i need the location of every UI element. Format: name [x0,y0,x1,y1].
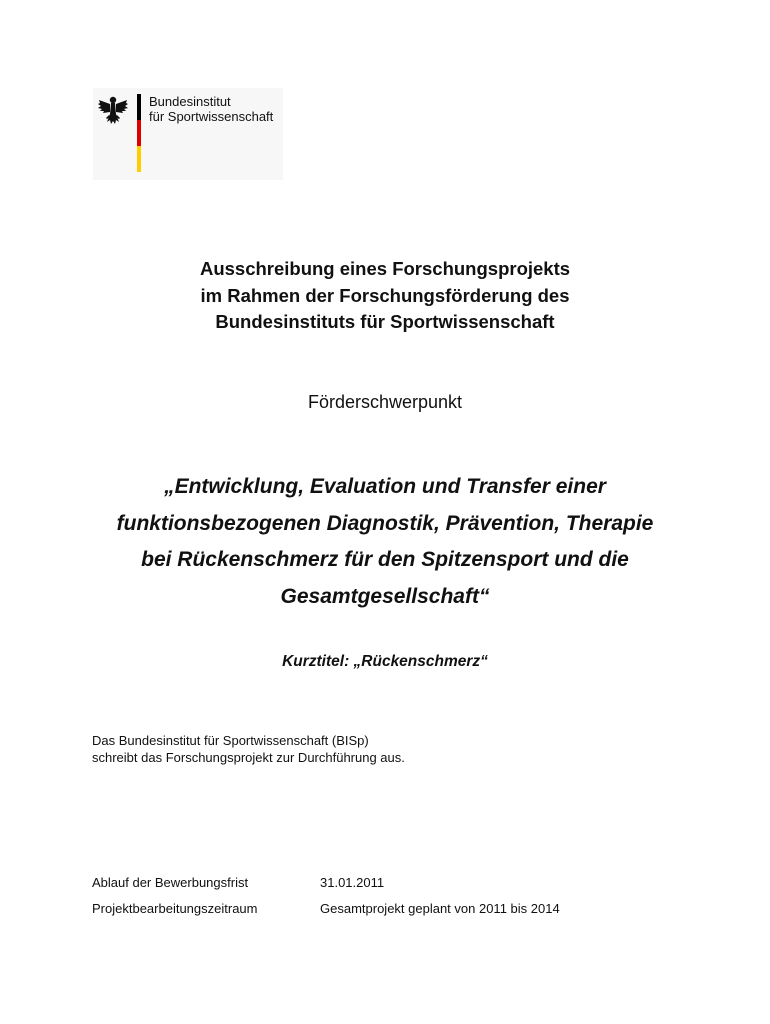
project-title [0,469,770,615]
logo-line-2: für Sportwissenschaft [149,109,274,124]
focus-label: Förderschwerpunkt [307,392,463,412]
project-period-label: Projektbearbeitungszeitraum [92,901,258,916]
flag-stripe-black [137,94,141,120]
heading-line-3: Bundesinstituts für Sportwissenschaft [215,311,555,332]
intro-paragraph [92,732,405,766]
logo-wordmark [149,94,273,124]
institute-logo [93,88,283,180]
project-title-line-1: „Entwicklung, Evaluation und Transfer einer [164,475,606,498]
flag-stripe-red [137,120,141,146]
project-title-line-2: funktionsbezogenen Diagnostik, Prävention, Therapie [116,511,654,535]
deadline-label: Ablauf der Bewerbungsfrist [92,875,249,890]
flag-stripe-gold [137,146,141,172]
logo-line-1: Bundesinstitut [149,94,231,109]
deadline-value: 31.01.2011 [320,875,385,890]
heading-line-2: im Rahmen der Forschungsförderung des [200,284,570,306]
intro-line-1: Das Bundesinstitut für Sportwissenschaft (BISp) [92,733,369,748]
short-title: Kurztitel: „Rückenschmerz“ [282,653,488,670]
project-period-value: Gesamtprojekt geplant von 2011 bis 2014 [320,901,560,916]
project-title-line-3: bei Rückenschmerz für den Spitzensport und die [141,548,629,571]
document-heading [0,256,770,336]
project-title-line-4: Gesamtgesellschaft“ [280,584,490,608]
federal-eagle-icon [97,94,129,128]
heading-line-1: Ausschreibung eines Forschungsprojekts [199,258,571,279]
flag-color-bar [137,94,141,172]
intro-line-2: schreibt das Forschungsprojekt zur Durchführung aus. [92,750,405,765]
